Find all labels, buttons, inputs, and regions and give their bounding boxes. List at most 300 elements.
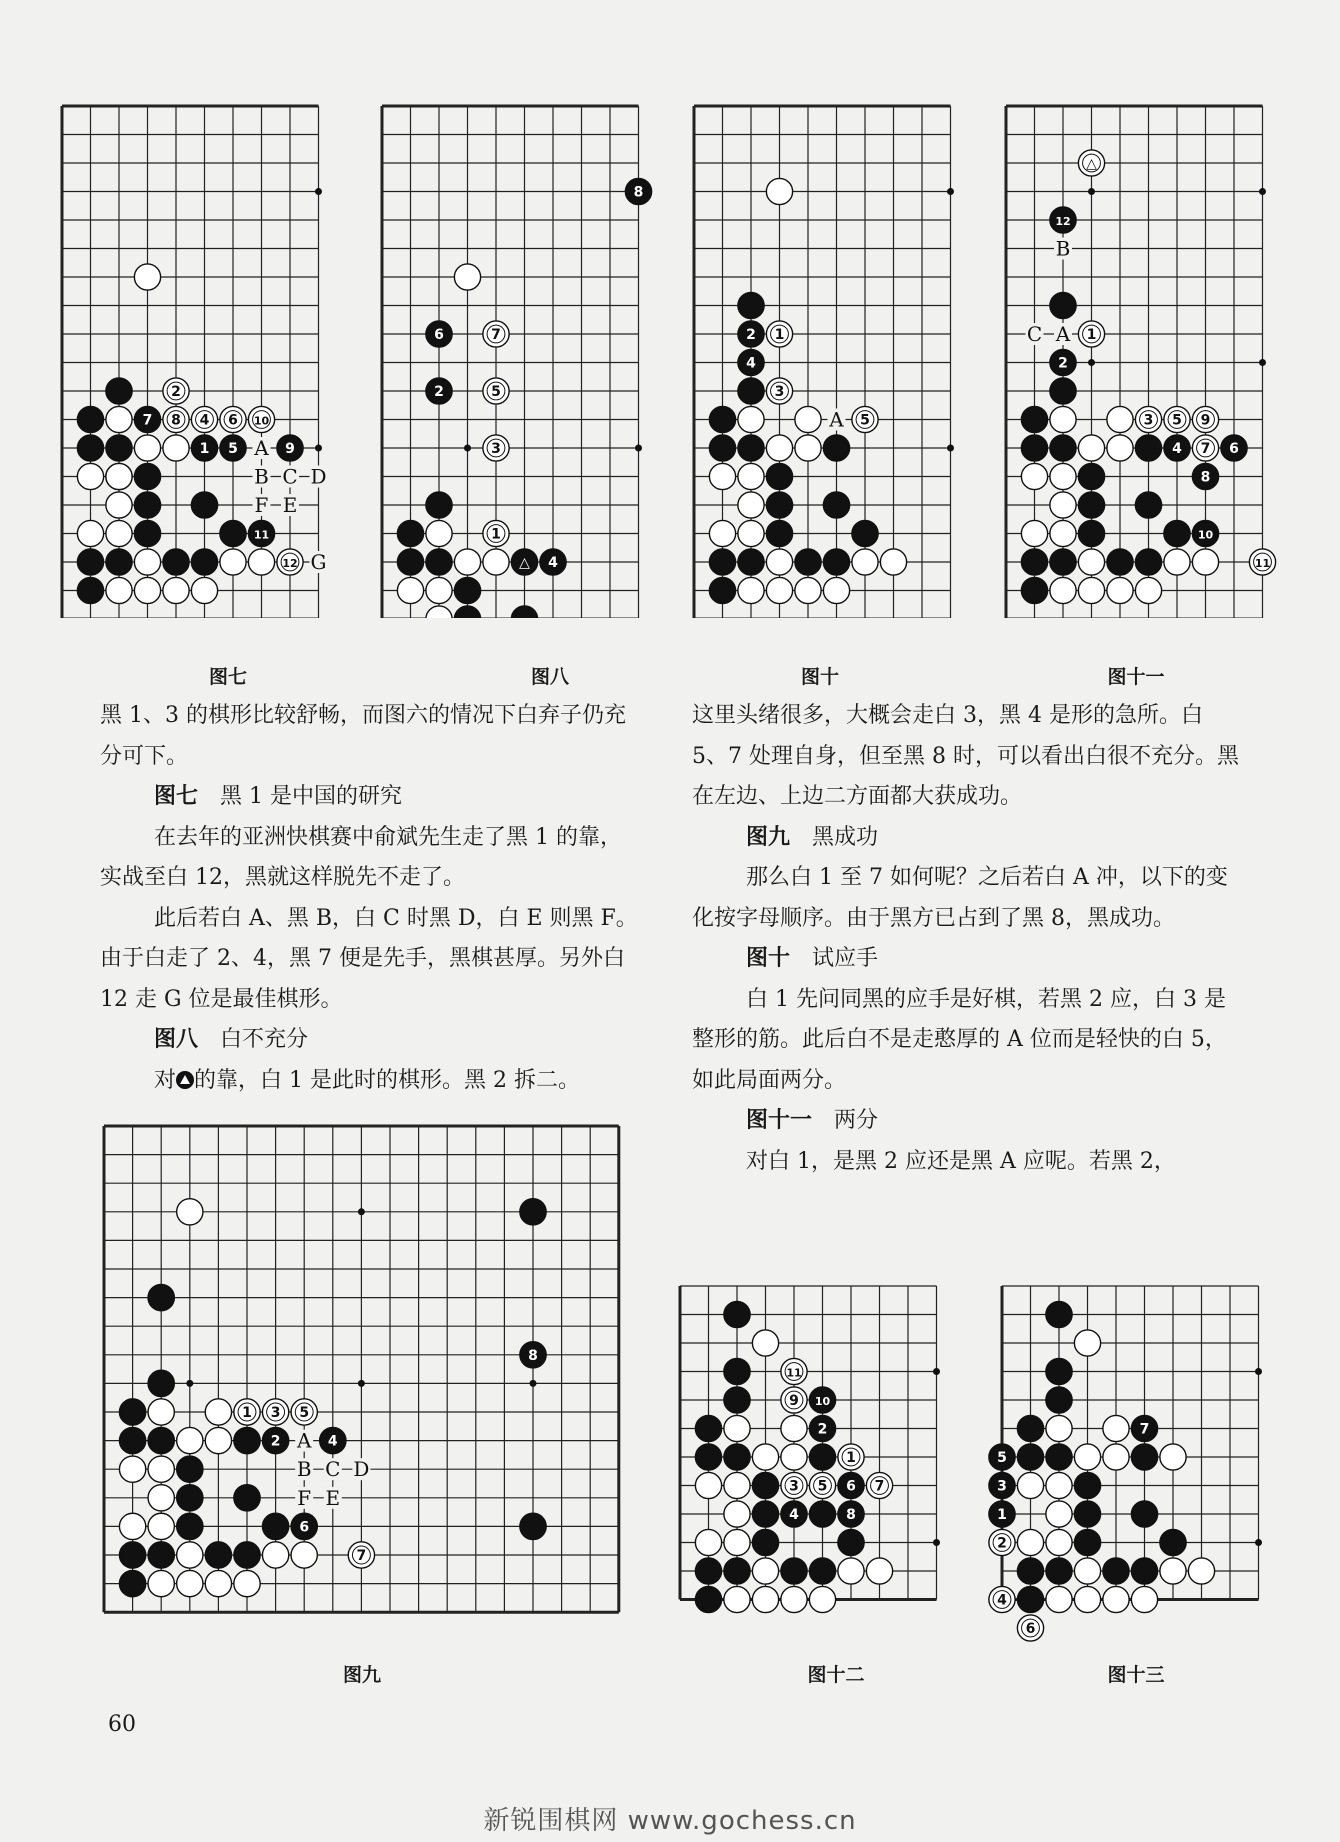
white-stone: [766, 435, 792, 461]
move-number: 1: [846, 1450, 856, 1466]
star-point: [358, 1380, 365, 1387]
white-stone: [134, 264, 160, 290]
black-stone: [709, 577, 735, 603]
white-stone: [148, 1456, 174, 1482]
move-number: 7: [874, 1478, 885, 1495]
board-fig9: [102, 1124, 622, 1636]
white-stone: [1074, 1558, 1100, 1584]
black-stone: [177, 1513, 203, 1539]
move-number: △: [1086, 156, 1097, 172]
move-number: 2: [434, 384, 444, 400]
black-stone: [809, 1501, 835, 1527]
board-letter-label: C: [282, 464, 298, 489]
white-stone: [695, 1529, 721, 1555]
move-number: 5: [228, 441, 238, 457]
white-stone: [106, 520, 132, 546]
star-point: [1255, 1539, 1262, 1546]
white-stone: [291, 1542, 317, 1568]
white-stone: [205, 1570, 231, 1596]
move-number: 4: [1172, 441, 1182, 457]
heading-label: 图十: [746, 946, 791, 971]
white-stone: [852, 549, 878, 575]
white-stone: [752, 1558, 778, 1584]
move-number: 1: [774, 327, 785, 343]
star-point: [933, 1539, 940, 1546]
move-number: 1: [491, 526, 501, 543]
board-letter-label: F: [254, 493, 269, 517]
move-number: 4: [746, 355, 756, 372]
black-stone: [119, 1399, 145, 1425]
white-stone: [1078, 549, 1104, 575]
white-stone: [1188, 1558, 1214, 1584]
white-stone: [1021, 463, 1047, 489]
move-number: 5: [1172, 412, 1182, 429]
black-stone: [77, 549, 103, 575]
white-stone: [248, 549, 274, 575]
black-stone: [1046, 1358, 1072, 1384]
black-stone: [752, 1501, 778, 1527]
black-stone: [397, 549, 423, 575]
white-stone: [738, 520, 764, 546]
caption-fig10: 图十: [800, 666, 839, 688]
white-stone: [1131, 1586, 1157, 1612]
board-fig8: [380, 104, 654, 618]
black-stone: [148, 1370, 174, 1396]
white-stone: [781, 1415, 807, 1441]
white-stone: [134, 577, 160, 603]
black-stone: [106, 378, 132, 404]
white-stone: [724, 1586, 750, 1612]
paragraph: 这里头绪很多，大概会走白 3，黑 4 是形的急所。白 5、7 处理自身，但至黑 8 时，可以看出白很不充分。黑在左边、上边二方面都大获成功。: [692, 703, 1239, 809]
board-letter-label: B: [254, 464, 269, 489]
white-stone: [823, 577, 849, 603]
paragraph: 在去年的亚洲快棋赛中俞斌先生走了黑 1 的靠，实战至白 12，黑就这样脱先不走了。: [100, 824, 622, 890]
star-point: [1255, 1368, 1262, 1375]
heading-label: 图八: [154, 1027, 199, 1052]
black-stone: [1135, 435, 1161, 461]
black-stone: [520, 1513, 546, 1539]
move-number: 7: [1139, 1421, 1150, 1438]
black-stone: [1050, 378, 1076, 404]
white-stone: [119, 1513, 145, 1539]
black-stone: [823, 435, 849, 461]
black-stone: [205, 1542, 231, 1568]
move-number: 10: [814, 1395, 831, 1408]
heading-label: 图七: [154, 784, 199, 809]
black-stone: [177, 1485, 203, 1511]
move-number: 3: [270, 1405, 281, 1421]
black-stone: [397, 520, 423, 546]
black-stone: [119, 1542, 145, 1568]
white-stone: [1103, 1415, 1129, 1441]
white-stone: [795, 577, 821, 603]
section-heading: [692, 818, 1240, 859]
move-number: 6: [1025, 1621, 1036, 1637]
move-number: 10: [1197, 528, 1214, 542]
move-number: 4: [997, 1592, 1007, 1609]
move-number: 9: [1200, 412, 1211, 429]
black-stone: [724, 1444, 750, 1470]
white-stone: [1074, 1444, 1100, 1470]
black-stone: [426, 492, 452, 518]
black-stone: [148, 1427, 174, 1453]
black-stone: [106, 549, 132, 575]
black-stone: [1017, 1558, 1043, 1584]
white-stone: [1050, 406, 1076, 432]
move-number: 6: [228, 412, 238, 429]
white-stone: [397, 577, 423, 603]
board-letter-label: A: [296, 1428, 312, 1453]
white-stone: [106, 463, 132, 489]
move-number: 8: [633, 184, 644, 201]
white-stone: [809, 1586, 835, 1612]
white-stone: [426, 520, 452, 546]
white-stone: [163, 435, 189, 461]
black-stone: [262, 1513, 288, 1539]
star-point: [464, 445, 471, 452]
heading-subtitle: 黑 1 是中国的研究: [220, 784, 402, 809]
black-stone: [781, 1558, 807, 1584]
white-stone: [1103, 1586, 1129, 1612]
board-letter-label: B: [1055, 236, 1071, 261]
right-text-column: [692, 696, 1240, 1182]
black-stone: [752, 1472, 778, 1498]
black-stone: [191, 492, 217, 518]
white-stone: [1050, 463, 1076, 489]
page-number: 60: [108, 1712, 136, 1737]
white-stone: [177, 1542, 203, 1568]
paragraph: 对白 1，是黑 2 应还是黑 A 应呢。若黑 2，: [746, 1148, 1176, 1174]
watermark-footer: 新锐围棋网 www.gochess.cn: [483, 1806, 857, 1836]
board-letter-label: A: [254, 436, 269, 460]
black-stone: [823, 492, 849, 518]
move-number: 2: [997, 1535, 1007, 1552]
move-number: 3: [1143, 412, 1154, 429]
caption-fig8: 图八: [530, 666, 569, 688]
black-stone: [119, 1427, 145, 1453]
white-stone: [1107, 406, 1133, 432]
black-stone: [1050, 435, 1076, 461]
white-stone: [738, 463, 764, 489]
white-stone: [163, 577, 189, 603]
move-number: 1: [199, 441, 210, 457]
paragraph: 白 1 先问同黑的应手是好棋，若黑 2 应，白 3 是整形的筋。此后白不是走憨厚的 A 位而是轻快的白 5，如此局面两分。: [692, 986, 1227, 1093]
white-stone: [1050, 520, 1076, 546]
white-stone: [148, 1513, 174, 1539]
move-number: 11: [1254, 557, 1271, 570]
white-stone: [205, 1427, 231, 1453]
star-point: [315, 188, 322, 195]
black-stone: [1160, 1529, 1186, 1555]
board-letter-label: F: [297, 1485, 312, 1510]
black-stone: [1021, 549, 1047, 575]
star-point: [530, 1380, 537, 1387]
board-letter-label: E: [325, 1485, 341, 1510]
white-stone: [483, 549, 509, 575]
black-stone: [1103, 1558, 1129, 1584]
white-stone: [1017, 1529, 1043, 1555]
move-number: 9: [285, 441, 295, 457]
black-stone: [77, 577, 103, 603]
move-number: 7: [491, 327, 501, 343]
black-stone: [695, 1415, 721, 1441]
star-point: [635, 445, 642, 452]
move-number: 1: [1086, 327, 1097, 343]
white-stone: [454, 549, 480, 575]
black-stone: [1017, 1444, 1043, 1470]
white-stone: [191, 577, 217, 603]
white-stone: [77, 520, 103, 546]
section-heading: [692, 1101, 1240, 1142]
heading-subtitle: 试应手: [812, 946, 879, 971]
white-stone: [134, 435, 160, 461]
black-stone: [148, 1542, 174, 1568]
text-span: 对: [154, 1067, 177, 1093]
white-stone: [177, 1427, 203, 1453]
white-stone: [752, 1586, 778, 1612]
star-point: [186, 1380, 193, 1387]
white-stone: [724, 1529, 750, 1555]
black-stone: [1074, 1472, 1100, 1498]
move-number: 2: [171, 384, 181, 400]
star-point: [947, 445, 954, 452]
black-stone: [1164, 520, 1190, 546]
move-number: 5: [491, 384, 501, 400]
white-stone: [695, 1472, 721, 1498]
move-number: 5: [299, 1405, 310, 1421]
board-letter-label: G: [310, 550, 327, 574]
caption-fig12: 图十二: [807, 1664, 865, 1686]
black-stone: [134, 520, 160, 546]
white-stone: [1046, 1415, 1072, 1441]
black-stone: [724, 1358, 750, 1384]
white-stone: [781, 1586, 807, 1612]
black-stone: [134, 492, 160, 518]
move-number: 2: [746, 327, 756, 343]
black-stone: [454, 606, 480, 618]
white-stone: [880, 549, 906, 575]
move-number: 1: [997, 1507, 1007, 1523]
move-number: 8: [171, 412, 181, 429]
black-stone: [809, 1558, 835, 1584]
left-text-column: [100, 696, 640, 1101]
white-stone: [795, 435, 821, 461]
white-stone: [1103, 1444, 1129, 1470]
white-stone: [724, 1472, 750, 1498]
black-stone: [1074, 1529, 1100, 1555]
black-stone: [695, 1586, 721, 1612]
board-fig7: [60, 104, 334, 618]
black-stone: [234, 1485, 260, 1511]
black-stone: [454, 577, 480, 603]
section-heading: [692, 939, 1240, 980]
black-stone: [1074, 1501, 1100, 1527]
black-stone: [766, 492, 792, 518]
black-stone: [1021, 435, 1047, 461]
white-stone: [1107, 435, 1133, 461]
black-triangle-stone-icon: [176, 1071, 194, 1089]
move-number: 5: [860, 412, 870, 429]
black-stone: [738, 549, 764, 575]
paragraph: 黑 1、3 的棋形比较舒畅，而图六的情况下白弃子仍充分可下。: [100, 703, 626, 769]
white-stone: [119, 1456, 145, 1482]
white-stone: [1160, 1444, 1186, 1470]
black-stone: [77, 406, 103, 432]
white-stone: [1074, 1586, 1100, 1612]
board-letter-label: B: [296, 1457, 312, 1482]
white-stone: [1078, 435, 1104, 461]
white-stone: [1046, 1472, 1072, 1498]
move-number: 3: [774, 384, 785, 400]
white-stone: [795, 406, 821, 432]
black-stone: [1046, 1444, 1072, 1470]
move-number: 4: [199, 412, 210, 429]
text-span: 的靠，白 1 是此时的棋形。黑 2 拆二。: [194, 1067, 580, 1093]
white-stone: [838, 1558, 864, 1584]
white-stone: [709, 463, 735, 489]
white-stone: [866, 1558, 892, 1584]
black-stone: [191, 549, 217, 575]
black-stone: [724, 1558, 750, 1584]
move-number: 12: [1055, 215, 1071, 228]
board-letter-label: A: [829, 407, 844, 432]
white-stone: [1050, 577, 1076, 603]
board-fig11: [1004, 104, 1290, 618]
move-number: 9: [789, 1393, 799, 1409]
black-stone: [1078, 520, 1104, 546]
white-stone: [709, 520, 735, 546]
white-stone: [781, 1444, 807, 1470]
move-number: △: [519, 555, 530, 571]
heading-subtitle: 黑成功: [812, 824, 879, 850]
white-stone: [724, 1415, 750, 1441]
black-stone: [738, 435, 764, 461]
black-stone: [148, 1284, 174, 1310]
move-number: 3: [491, 441, 501, 457]
board-fig12: [678, 1284, 954, 1618]
move-number: 10: [253, 414, 270, 428]
white-stone: [1021, 520, 1047, 546]
white-stone: [1046, 1529, 1072, 1555]
black-stone: [724, 1301, 750, 1327]
white-stone: [1164, 549, 1190, 575]
move-number: 7: [1200, 441, 1211, 457]
move-number: 11: [253, 528, 270, 542]
white-stone: [220, 549, 246, 575]
black-stone: [838, 1529, 864, 1555]
white-stone: [134, 549, 160, 575]
heading-subtitle: 白不充分: [220, 1027, 309, 1052]
heading-label: 图十一: [746, 1108, 813, 1133]
black-stone: [695, 1444, 721, 1470]
star-point: [358, 1208, 365, 1215]
black-stone: [1021, 406, 1047, 432]
heading-label: 图九: [746, 824, 791, 850]
black-stone: [220, 520, 246, 546]
white-stone: [766, 178, 792, 204]
white-stone: [234, 1570, 260, 1596]
white-stone: [1017, 1472, 1043, 1498]
move-number: 8: [846, 1507, 856, 1523]
paragraph: [100, 1061, 640, 1102]
black-stone: [1131, 1444, 1157, 1470]
white-stone: [148, 1485, 174, 1511]
move-number: 4: [548, 555, 558, 571]
move-number: 11: [786, 1366, 802, 1380]
black-stone: [1046, 1301, 1072, 1327]
section-heading: [100, 1020, 640, 1061]
black-stone: [795, 549, 821, 575]
move-number: 8: [1200, 469, 1211, 486]
caption-fig11: 图十一: [1107, 666, 1165, 688]
black-stone: [852, 520, 878, 546]
black-stone: [1131, 1558, 1157, 1584]
move-number: 4: [789, 1507, 799, 1523]
white-stone: [106, 577, 132, 603]
black-stone: [738, 292, 764, 318]
black-stone: [134, 463, 160, 489]
black-stone: [1017, 1415, 1043, 1441]
white-stone: [1192, 549, 1218, 575]
black-stone: [234, 1542, 260, 1568]
white-stone: [752, 1444, 778, 1470]
white-stone: [1050, 492, 1076, 518]
move-number: 1: [242, 1405, 252, 1421]
white-stone: [454, 264, 480, 290]
black-stone: [823, 549, 849, 575]
white-stone: [1107, 577, 1133, 603]
black-stone: [766, 520, 792, 546]
move-number: 3: [997, 1478, 1007, 1495]
white-stone: [177, 1199, 203, 1225]
white-stone: [738, 492, 764, 518]
move-number: 7: [142, 412, 153, 429]
move-number: 3: [789, 1478, 799, 1495]
board-letter-label: D: [310, 464, 327, 489]
board-letter-label: E: [282, 493, 298, 517]
white-stone: [1135, 577, 1161, 603]
black-stone: [1107, 549, 1133, 575]
white-stone: [1160, 1558, 1186, 1584]
black-stone: [752, 1529, 778, 1555]
star-point: [1088, 188, 1095, 195]
black-stone: [709, 549, 735, 575]
white-stone: [738, 406, 764, 432]
white-stone: [177, 1570, 203, 1596]
black-stone: [1135, 549, 1161, 575]
white-stone: [426, 606, 452, 618]
black-stone: [738, 378, 764, 404]
white-stone: [106, 406, 132, 432]
move-number: 2: [817, 1421, 828, 1438]
black-stone: [766, 463, 792, 489]
black-stone: [177, 1456, 203, 1482]
white-stone: [262, 1542, 288, 1568]
black-stone: [1046, 1558, 1072, 1584]
black-stone: [106, 435, 132, 461]
paragraph: 此后若白 A、黑 B，白 C 时黑 D，白 E 则黑 F。由于白走了 2、4，黑 7 便是先手，黑棋甚厚。另外白 12 走 G 位是最佳棋形。: [100, 905, 638, 1012]
move-number: 5: [997, 1450, 1007, 1466]
star-point: [933, 1368, 940, 1375]
black-stone: [709, 406, 735, 432]
board-letter-label: C: [1026, 322, 1043, 346]
black-stone: [724, 1387, 750, 1413]
black-stone: [119, 1570, 145, 1596]
white-stone: [766, 549, 792, 575]
white-stone: [426, 577, 452, 603]
caption-fig13: 图十三: [1107, 1664, 1165, 1686]
black-stone: [511, 606, 537, 618]
